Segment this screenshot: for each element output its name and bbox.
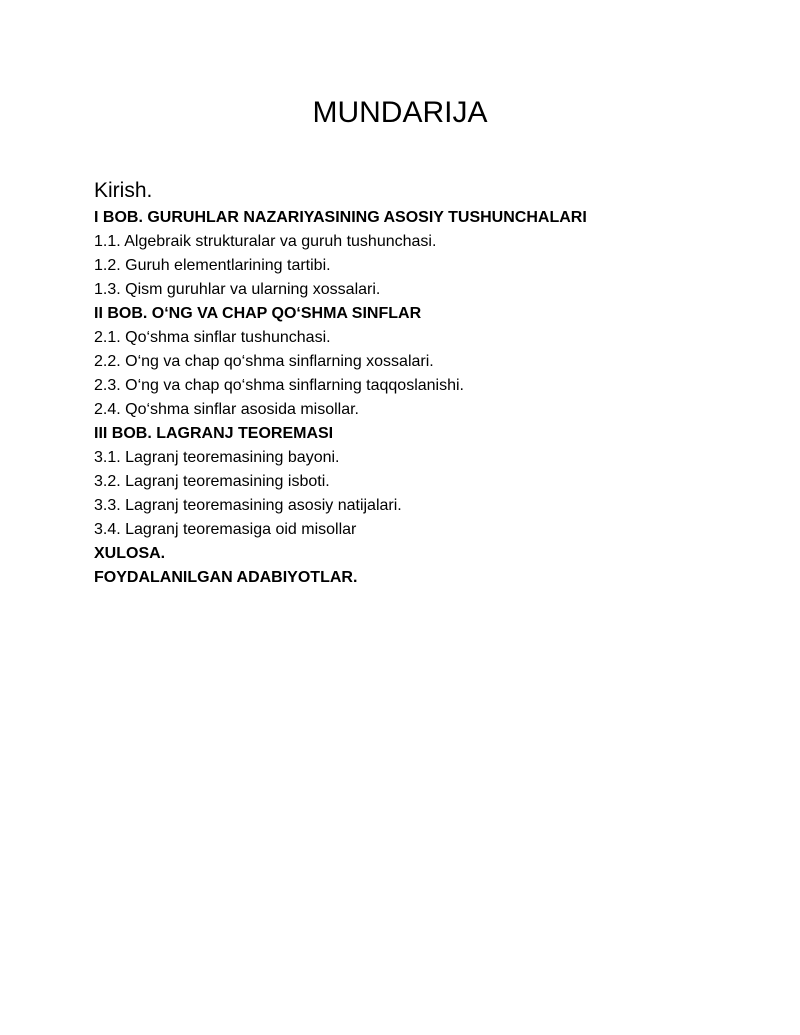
- toc-section-item: 3.3. Lagranj teoremasining asosiy natijalari.: [94, 497, 402, 514]
- toc-section-item: 3.4. Lagranj teoremasiga oid misollar: [94, 521, 357, 538]
- toc-section-item: 1.1. Algebraik strukturalar va guruh tushunchasi.: [94, 233, 437, 250]
- toc-section-item: 1.3. Qism guruhlar va ularning xossalari.: [94, 281, 381, 298]
- toc-section-item: 3.1. Lagranj teoremasining bayoni.: [94, 449, 340, 466]
- toc-section-item: 3.2. Lagranj teoremasining isboti.: [94, 473, 330, 490]
- toc-chapter-heading: III BOB. LAGRANJ TEOREMASI: [94, 425, 334, 442]
- toc-section-item: 1.2. Guruh elementlarining tartibi.: [94, 257, 331, 274]
- toc-section-item: 2.2. O‘ng va chap qo‘shma sinflarning xossalari.: [94, 353, 434, 370]
- toc-chapter-heading: FOYDALANILGAN ADABIYOTLAR.: [94, 569, 358, 586]
- toc-chapter-heading: II BOB. O‘NG VA CHAP QO‘SHMA SINFLAR: [94, 305, 422, 322]
- toc-section-item: 2.3. O‘ng va chap qo‘shma sinflarning taqqoslanishi.: [94, 377, 464, 394]
- page-title: MUNDARIJA: [312, 96, 488, 129]
- toc-chapter-heading: XULOSA.: [94, 545, 166, 562]
- table-of-contents: [94, 178, 774, 590]
- toc-intro: Kirish.: [94, 179, 153, 202]
- toc-chapter-heading: I BOB. GURUHLAR NAZARIYASINING ASOSIY TUSHUNCHALARI: [94, 209, 587, 226]
- toc-section-item: 2.1. Qo‘shma sinflar tushunchasi.: [94, 329, 331, 346]
- toc-section-item: 2.4. Qo‘shma sinflar asosida misollar.: [94, 401, 359, 418]
